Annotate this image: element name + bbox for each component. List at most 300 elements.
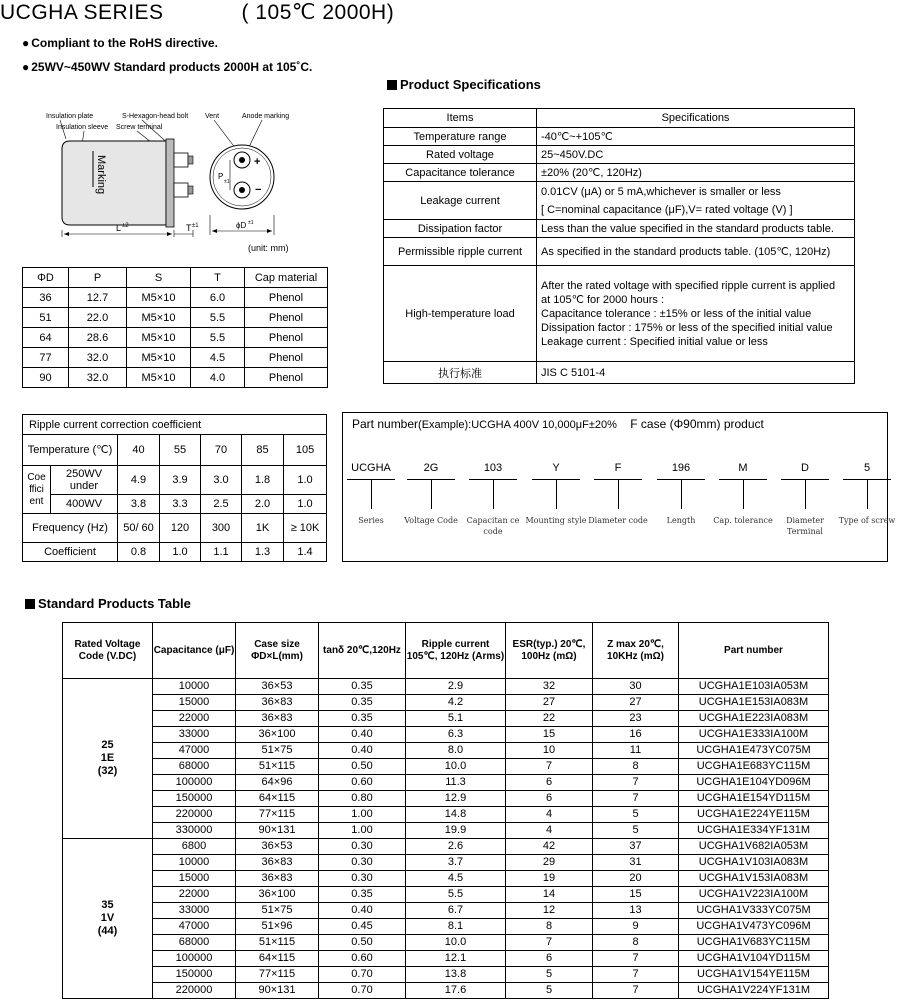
table-header-row	[384, 109, 855, 128]
pn-code: 5	[863, 462, 871, 474]
table-cell: Phenol	[245, 328, 328, 348]
table-cell: 77×115	[236, 807, 319, 823]
unit-note: (unit: mm)	[248, 243, 289, 253]
table-cell: 6.3	[406, 727, 506, 743]
pn-label: Diameter code	[588, 516, 648, 525]
table-cell: 37	[593, 839, 679, 855]
table-cell: 68000	[153, 935, 236, 951]
table-row	[23, 308, 328, 328]
frequency-coefficient-cell: 0.8	[118, 543, 160, 562]
spec-value	[537, 182, 855, 220]
pn-code: UCGHA	[351, 462, 391, 474]
table-cell: 0.50	[319, 935, 406, 951]
label-insulation-sleeve: Insulation sleeve	[56, 124, 109, 131]
dim-p-label: P	[218, 172, 224, 181]
table-cell: 36×100	[236, 727, 319, 743]
table-row	[384, 146, 855, 164]
temperature-row	[23, 435, 327, 466]
pn-label: Series	[358, 516, 384, 525]
table-cell: 5	[593, 807, 679, 823]
frequency-cell: 120	[160, 514, 201, 543]
table-cell: 20	[593, 871, 679, 887]
table-cell: Phenol	[245, 308, 328, 328]
table-cell: 14	[506, 887, 593, 903]
pn-connector	[805, 479, 806, 509]
table-cell: UCGHA1V473YC096M	[679, 919, 829, 935]
table-row	[63, 951, 829, 967]
table-cell: 15	[593, 887, 679, 903]
table-cell: 10000	[153, 855, 236, 871]
spec-line: 25~450V.DC	[541, 148, 604, 161]
frequency-cell: 1K	[242, 514, 284, 543]
pn-label: Cap. tolerance	[713, 516, 773, 525]
table-cell: 5.5	[191, 328, 245, 348]
col-header-z-max: Z max 20℃, 10KHz (mΩ)	[593, 623, 679, 679]
table-cell: 0.35	[319, 887, 406, 903]
table-cell: 0.40	[319, 727, 406, 743]
coefficient-cell: 1.0	[284, 495, 327, 514]
table-row	[384, 164, 855, 182]
table-cell: 5.1	[406, 711, 506, 727]
frequency-cell: ≥ 10K	[284, 514, 327, 543]
coefficient-cell: 4.9	[118, 466, 160, 495]
pn-connector	[431, 479, 432, 509]
table-cell: 42	[506, 839, 593, 855]
pn-connector	[681, 479, 682, 509]
table-cell: UCGHA1E223IA083M	[679, 711, 829, 727]
table-row	[23, 288, 328, 308]
table-cell: 8	[593, 935, 679, 951]
voltage-range: 250WV under	[51, 466, 118, 495]
spec-line: 0.01CV (μA) or 5 mA,whichever is smaller or less	[541, 185, 781, 198]
table-cell: 28.6	[69, 328, 127, 348]
table-cell: 330000	[153, 823, 236, 839]
dim-t-tol: ±1	[192, 223, 199, 229]
table-row	[384, 266, 855, 362]
table-cell: 0.70	[319, 967, 406, 983]
table-row	[63, 871, 829, 887]
table-cell: 5	[593, 823, 679, 839]
table-cell: 100000	[153, 775, 236, 791]
spec-item: Temperature range	[384, 128, 537, 146]
coefficient-cell: 3.8	[118, 495, 160, 514]
table-cell: 13	[593, 903, 679, 919]
pn-code: M	[738, 462, 748, 474]
minus-sign: −	[255, 184, 262, 196]
table-cell: 32.0	[69, 368, 127, 388]
table-cell: 4.5	[406, 871, 506, 887]
table-cell: 47000	[153, 743, 236, 759]
table-cell: 0.30	[319, 839, 406, 855]
dim-l-tol: ±2	[122, 223, 129, 229]
dimension-table	[22, 267, 328, 388]
table-cell: 220000	[153, 983, 236, 999]
table-cell: 0.40	[319, 903, 406, 919]
table-cell: UCGHA1V682IA053M	[679, 839, 829, 855]
table-cell: 15000	[153, 871, 236, 887]
spec-line: Capacitance tolerance : ±15% or less of the initial value	[541, 307, 812, 320]
table-cell: 77×115	[236, 967, 319, 983]
table-cell: UCGHA1V104YD115M	[679, 951, 829, 967]
frequency-cell: 50/ 60	[118, 514, 160, 543]
table-cell: 77	[23, 348, 69, 368]
table-cell: 36×83	[236, 855, 319, 871]
table-cell: 27	[506, 695, 593, 711]
table-cell: 4.2	[406, 695, 506, 711]
table-cell: 5	[506, 967, 593, 983]
table-cell: 90	[23, 368, 69, 388]
table-cell: 1.00	[319, 823, 406, 839]
frequency-cell: 300	[201, 514, 242, 543]
pn-connector	[618, 479, 619, 509]
col-header-specifications: Specifications	[537, 109, 855, 128]
table-row	[63, 711, 829, 727]
table-cell: UCGHA1E154YD115M	[679, 791, 829, 807]
pn-code: F	[614, 462, 622, 474]
table-cell: 90×131	[236, 983, 319, 999]
table-cell: 4.5	[191, 348, 245, 368]
spec-value	[537, 362, 855, 384]
table-cell: 13.8	[406, 967, 506, 983]
product-specs-table	[383, 108, 855, 384]
table-row	[63, 807, 829, 823]
spec-line: JIS C 5101-4	[541, 366, 606, 379]
pn-code: Y	[552, 462, 560, 474]
pn-label: Type of screw	[838, 516, 896, 525]
spec-value	[537, 164, 855, 182]
table-cell: 0.35	[319, 711, 406, 727]
table-cell: 10.0	[406, 759, 506, 775]
table-row	[63, 775, 829, 791]
table-cell: 4.0	[191, 368, 245, 388]
table-cell: 15000	[153, 695, 236, 711]
voltage-group-cell	[63, 679, 153, 839]
table-row	[23, 368, 328, 388]
table-cell: 5.5	[406, 887, 506, 903]
plus-sign: +	[254, 156, 261, 168]
table-cell: 19.9	[406, 823, 506, 839]
spec-item: Rated voltage	[384, 146, 537, 164]
table-header-row	[23, 268, 328, 288]
dim-l-label: L	[116, 223, 122, 233]
table-row	[63, 823, 829, 839]
pn-heading-case: F case (Φ90mm) product	[630, 417, 764, 431]
col-header-t: T	[191, 268, 245, 288]
table-cell: 14.8	[406, 807, 506, 823]
table-cell: 0.60	[319, 775, 406, 791]
table-cell: 6	[506, 951, 593, 967]
table-cell: UCGHA1V224YF131M	[679, 983, 829, 999]
coefficient-label: Coe ffici ent	[23, 466, 51, 514]
col-header-items: Items	[384, 109, 537, 128]
table-row	[63, 903, 829, 919]
pn-label: Mounting style	[525, 516, 587, 525]
table-cell: 33000	[153, 727, 236, 743]
table-cell: 0.80	[319, 791, 406, 807]
col-header-cap-material: Cap material	[245, 268, 328, 288]
table-cell: 22	[506, 711, 593, 727]
part-number-breakdown	[342, 412, 896, 560]
capacitor-outline-drawing	[22, 105, 322, 255]
table-cell: 7	[593, 791, 679, 807]
table-cell: 8	[593, 759, 679, 775]
table-cell: 22000	[153, 711, 236, 727]
table-cell: 10000	[153, 679, 236, 695]
table-cell: 47000	[153, 919, 236, 935]
ripple-correction-table	[22, 414, 327, 562]
voltage-line: 35	[101, 899, 114, 911]
label-hex-bolt: S-Hexagon-head bolt	[122, 113, 189, 120]
table-cell: 2.9	[406, 679, 506, 695]
table-row	[63, 855, 829, 871]
table-cell: 10	[506, 743, 593, 759]
temperature-cell: 40	[118, 435, 160, 466]
temperature-cell: 105	[284, 435, 327, 466]
table-cell: UCGHA1E683YC115M	[679, 759, 829, 775]
pn-heading-prefix: Part number	[352, 417, 419, 431]
spec-line: After the rated voltage with specified ripple current is applied	[541, 279, 836, 292]
table-cell: 220000	[153, 807, 236, 823]
col-header-voltage: Rated Voltage Code (V.DC)	[63, 623, 153, 679]
table-cell: 0.60	[319, 951, 406, 967]
table-cell: M5×10	[127, 368, 191, 388]
table-cell: Phenol	[245, 348, 328, 368]
table-row	[63, 967, 829, 983]
table-cell: UCGHA1V223IA100M	[679, 887, 829, 903]
voltage-line: 1V	[100, 912, 115, 924]
table-cell: 0.30	[319, 871, 406, 887]
coefficient-cell: 1.0	[284, 466, 327, 495]
table-cell: 0.40	[319, 743, 406, 759]
frequency-label: Frequency (Hz)	[23, 514, 118, 543]
voltage-line: (44)	[97, 925, 118, 937]
pn-label: Length	[666, 516, 696, 525]
spec-line: ±20% (20℃, 120Hz)	[541, 166, 642, 179]
spec-item: Leakage current	[384, 182, 537, 220]
pn-label: Capacitan ce code	[466, 516, 520, 536]
coefficient-row	[23, 495, 327, 514]
table-cell: 150000	[153, 967, 236, 983]
table-row	[63, 935, 829, 951]
voltage-range: 400WV	[51, 495, 118, 514]
table-cell: UCGHA1E473YC075M	[679, 743, 829, 759]
pn-connector	[867, 479, 868, 509]
table-cell: 6800	[153, 839, 236, 855]
table-cell: 0.50	[319, 759, 406, 775]
table-cell: 7	[593, 775, 679, 791]
table-cell: 32	[506, 679, 593, 695]
temperature-cell: 70	[201, 435, 242, 466]
table-cell: Phenol	[245, 288, 328, 308]
coefficient-row-label: Coefficient	[23, 543, 118, 562]
pn-code: 103	[483, 462, 503, 474]
col-header-case-size: Case size ΦD×L(mm)	[236, 623, 319, 679]
pn-code: 2G	[423, 462, 439, 474]
table-cell: 5.5	[191, 308, 245, 328]
table-cell: 29	[506, 855, 593, 871]
table-cell: 6.0	[191, 288, 245, 308]
table-cell: 11	[593, 743, 679, 759]
table-row	[384, 128, 855, 146]
table-cell: 51×75	[236, 743, 319, 759]
dim-d-tol: ±1	[248, 220, 254, 226]
coefficient-cell: 2.0	[242, 495, 284, 514]
table-row	[63, 727, 829, 743]
table-cell: M5×10	[127, 328, 191, 348]
table-cell: 7	[593, 951, 679, 967]
pn-connector	[371, 479, 372, 509]
temperature-cell: 55	[160, 435, 201, 466]
table-cell: 32.0	[69, 348, 127, 368]
table-cell: 12.7	[69, 288, 127, 308]
table-cell: 64×96	[236, 775, 319, 791]
ripple-title: Ripple current correction coefficient	[23, 415, 327, 435]
col-header-ripple-current: Ripple current 105℃, 120Hz (Arms)	[406, 623, 506, 679]
table-cell: 9	[593, 919, 679, 935]
table-cell: UCGHA1E153IA083M	[679, 695, 829, 711]
spec-line: Dissipation factor : 175% or less of the specified initial value	[541, 321, 833, 334]
table-cell: 0.45	[319, 919, 406, 935]
table-cell: 0.35	[319, 679, 406, 695]
standard-bullet: ● 25WV~450WV Standard products 2000H at 105˚C.	[22, 60, 312, 74]
table-row	[63, 983, 829, 999]
table-cell: 100000	[153, 951, 236, 967]
pn-connector	[743, 479, 744, 509]
table-cell: UCGHA1E104YD096M	[679, 775, 829, 791]
col-header-d: ΦD	[23, 268, 69, 288]
coefficient-row	[23, 466, 327, 495]
col-header-capacitance: Capacitance (μF)	[153, 623, 236, 679]
table-cell: 64	[23, 328, 69, 348]
label-vent: Vent	[205, 113, 220, 120]
table-cell: 11.3	[406, 775, 506, 791]
table-cell: 51×96	[236, 919, 319, 935]
table-cell: 15	[506, 727, 593, 743]
table-cell: 51×115	[236, 759, 319, 775]
table-row	[63, 695, 829, 711]
table-cell: 36×83	[236, 871, 319, 887]
table-cell: 12.9	[406, 791, 506, 807]
table-row	[63, 919, 829, 935]
voltage-line: (32)	[97, 765, 118, 777]
table-cell: 10.0	[406, 935, 506, 951]
table-cell: M5×10	[127, 288, 191, 308]
frequency-coefficient-cell: 1.0	[160, 543, 201, 562]
spec-item: 执行标准	[384, 362, 537, 384]
pn-label: Voltage Code	[404, 516, 458, 525]
pn-connector	[556, 479, 557, 509]
spec-value	[537, 266, 855, 362]
voltage-group-cell	[63, 839, 153, 999]
table-cell: 2.6	[406, 839, 506, 855]
table-cell: 3.7	[406, 855, 506, 871]
frequency-coefficient-cell: 1.3	[242, 543, 284, 562]
dim-d-label: ϕD	[236, 221, 247, 230]
table-row	[63, 679, 829, 695]
label-anode-marking: Anode marking	[242, 113, 290, 120]
col-header-tan-delta: tanδ 20℃,120Hz	[319, 623, 406, 679]
table-cell: UCGHA1V333YC075M	[679, 903, 829, 919]
table-cell: 4	[506, 823, 593, 839]
col-header-p: P	[69, 268, 127, 288]
spec-line: Less than the value specified in the standard products table.	[541, 222, 834, 235]
temperature-label: Temperature (℃)	[23, 435, 118, 466]
page-title	[0, 0, 394, 25]
table-cell: 90×131	[236, 823, 319, 839]
marking-text: Marking	[95, 155, 107, 195]
pn-connector	[493, 479, 494, 509]
spec-line: Leakage current : Specified initial value or less	[541, 335, 768, 348]
table-cell: 33000	[153, 903, 236, 919]
coefficient-cell: 2.5	[201, 495, 242, 514]
spec-line: As specified in the standard products table. (105℃, 120Hz)	[541, 245, 831, 258]
rohs-bullet: ● Compliant to the RoHS directive.	[22, 36, 218, 50]
table-cell: UCGHA1V154YE115M	[679, 967, 829, 983]
table-cell: UCGHA1V103IA083M	[679, 855, 829, 871]
dim-t-label: T	[186, 223, 192, 233]
col-header-s: S	[127, 268, 191, 288]
voltage-line: 25	[101, 739, 114, 751]
table-row	[23, 348, 328, 368]
table-cell: 19	[506, 871, 593, 887]
spec-line: [ C=nominal capacitance (μF),V= rated voltage (V) ]	[541, 203, 793, 216]
table-cell: 64×115	[236, 951, 319, 967]
spec-line: at 105℃ for 2000 hours :	[541, 293, 665, 306]
frequency-row	[23, 514, 327, 543]
pn-heading-example: (Example):UCGHA 400V 10,000μF±20%	[418, 419, 617, 431]
table-cell: 4	[506, 807, 593, 823]
table-cell: 6	[506, 775, 593, 791]
table-header-row	[63, 623, 829, 679]
table-row	[384, 238, 855, 266]
table-cell: 0.30	[319, 855, 406, 871]
spec-item: Dissipation factor	[384, 220, 537, 238]
label-insulation-plate: Insulation plate	[46, 113, 94, 120]
table-cell: 0.70	[319, 983, 406, 999]
table-cell: 23	[593, 711, 679, 727]
product-specs-heading: Product Specifications	[387, 77, 541, 92]
table-cell: 36×53	[236, 679, 319, 695]
pn-code: 196	[671, 462, 691, 474]
frequency-coefficient-row	[23, 543, 327, 562]
table-cell: 51×115	[236, 935, 319, 951]
frequency-coefficient-cell: 1.1	[201, 543, 242, 562]
spec-line: -40℃~+105℃	[541, 130, 613, 143]
table-cell: 36	[23, 288, 69, 308]
table-cell: 7	[506, 935, 593, 951]
table-row	[23, 328, 328, 348]
standard-products-table	[62, 622, 829, 999]
table-cell: 8.0	[406, 743, 506, 759]
table-cell: 8	[506, 919, 593, 935]
table-cell: 36×100	[236, 887, 319, 903]
table-cell: 27	[593, 695, 679, 711]
table-cell: 22.0	[69, 308, 127, 328]
table-row	[63, 743, 829, 759]
table-cell: 0.35	[319, 695, 406, 711]
coefficient-cell: 3.9	[160, 466, 201, 495]
dim-p-tol: ±1	[224, 179, 230, 185]
series-title: UCGHA SERIES	[0, 1, 164, 24]
coefficient-cell: 1.8	[242, 466, 284, 495]
col-header-part-number: Part number	[679, 623, 829, 679]
table-cell: Phenol	[245, 368, 328, 388]
series-subtitle: ( 105℃ 2000H)	[241, 1, 395, 24]
table-cell: 22000	[153, 887, 236, 903]
table-row	[63, 791, 829, 807]
table-cell: 68000	[153, 759, 236, 775]
temperature-cell: 85	[242, 435, 284, 466]
